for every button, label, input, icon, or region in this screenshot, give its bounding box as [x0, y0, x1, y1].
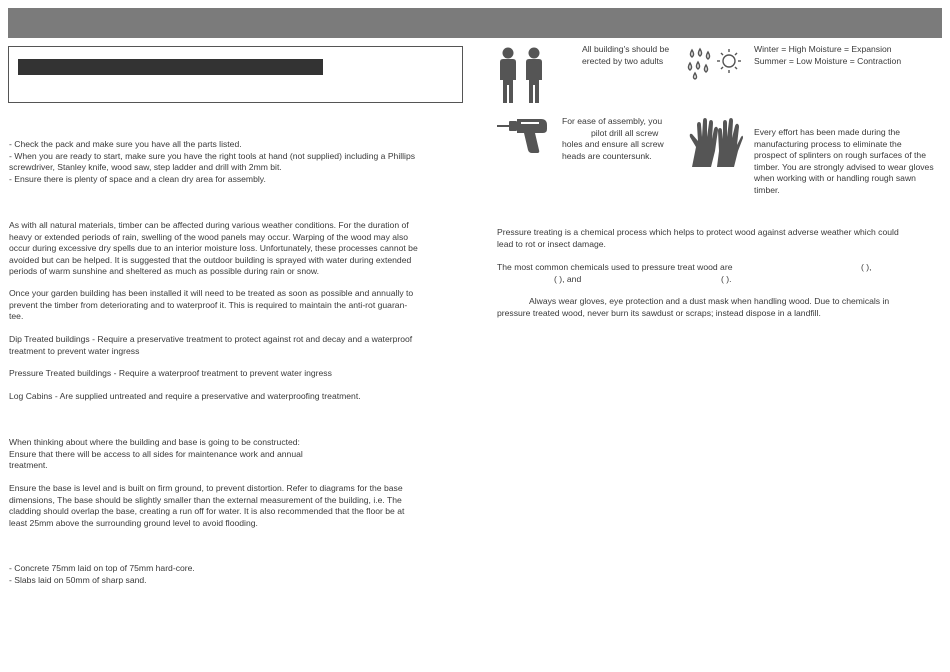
- chemicals-line-1: The most common chemicals used to pressure treat wood are: [497, 262, 733, 272]
- treatment-paragraph: Once your garden building has been installed it will need to be treated as soon as possible and annually to prevent the timber from deteriorating and to waterproof it. This is required to maintain the anti-rot guaran- tee.: [9, 288, 414, 322]
- location-paragraph: When thinking about where the building and base is going to be constructed: Ensure that there will be access to all sides for maintenance work and annual treatment.: [9, 437, 303, 471]
- title-box: [8, 46, 463, 103]
- checklist-text: - Check the pack and make sure you have all the parts listed. - When you are ready to start, make sure you have the right tools at hand (not supplied) including a Phillips screwdriver, Stanley knife, wood saw, step ladder and drill with 2mm bit. - Ensure there is plenty of space and a clean dry area for assembly.: [9, 139, 416, 184]
- redacted-title: [18, 59, 323, 75]
- chemicals-line-1-bracket: ( ),: [861, 262, 872, 272]
- two-people-icon: [496, 47, 546, 104]
- pressure-treating-intro: Pressure treating is a chemical process which helps to protect wood against adverse weather which could lead to rot or insect damage.: [497, 227, 899, 249]
- weather-icon: [686, 46, 744, 80]
- log-cabins-text: Log Cabins - Are supplied untreated and require a preservative and waterproofing treatment.: [9, 391, 361, 401]
- two-adults-text: All building's should be erected by two adults: [582, 44, 670, 66]
- drill-text: For ease of assembly, you pilot drill all screw holes and ensure all screw heads are countersunk.: [562, 116, 664, 161]
- gloves-text: Every effort has been made during the manufacturing process to eliminate the prospect of splinters on rough surfaces of the timber. You are strongly advised to wear gloves when working with or handling rough sawn timber.: [754, 127, 934, 195]
- header-bar: [8, 8, 942, 38]
- dip-treated-text: Dip Treated buildings - Require a preservative treatment to protect against rot and decay and a waterproof treatment to prevent water ingress: [9, 334, 413, 356]
- chemicals-line-2b: ( ).: [721, 274, 732, 284]
- base-materials-list: - Concrete 75mm laid on top of 75mm hard-core. - Slabs laid on 50mm of sharp sand.: [9, 563, 195, 585]
- base-paragraph: Ensure the base is level and is built on firm ground, to prevent distortion. Refer to diagrams for the base dimensions, The base should be slightly smaller than the external measurement of the building, i.e. The cladding should overlap the base, creating a run off for water. It is also recommended that the floor be at least 25mm above the surrounding ground level to avoid flooding.: [9, 483, 405, 528]
- weather-paragraph: As with all natural materials, timber can be affected during various weather conditions. For the duration of heavy or extended periods of rain, swelling of the wood panels may occur. Warping of the wood may also occur during excessive dry spells due to an interior moisture loss. Unfortunately, these processes cannot be avoided but can be helped. It is suggested that the outdoor building is sprayed with water during extended periods of warm sunshine and sheltered as much as possible during rain or snow.: [9, 220, 418, 277]
- safety-text: Always wear gloves, eye protection and a dust mask when handling wood. Due to chemicals in pressure treated wood, never burn its sawdust or scraps; instead dispose in a landfill.: [497, 296, 890, 318]
- seasons-text: Winter = High Moisture = Expansion Summer = Low Moisture = Contraction: [754, 44, 902, 66]
- gloves-icon: [688, 117, 743, 169]
- pressure-treated-text: Pressure Treated buildings - Require a waterproof treatment to prevent water ingress: [9, 368, 332, 378]
- chemicals-line-2a: ( ), and: [554, 274, 582, 284]
- drill-icon: [497, 116, 551, 154]
